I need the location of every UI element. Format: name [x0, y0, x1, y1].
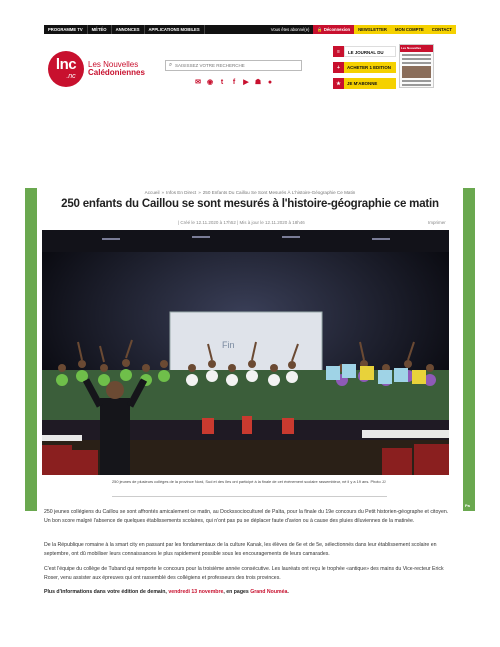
- right-banner-text: Pa: [465, 503, 470, 508]
- nav-applications[interactable]: APPLICATIONS MOBILES: [145, 25, 205, 34]
- facebook-icon[interactable]: f: [232, 79, 236, 86]
- cover-text: [400, 80, 433, 86]
- search-icon[interactable]: ⌕: [168, 62, 173, 68]
- newspaper-icon: ≡: [333, 46, 344, 57]
- social-links: [194, 79, 274, 87]
- top-navigation-bar: [44, 25, 456, 34]
- article-meta: | Créé le 12.11.2020 à 17h52 | Mis à jour le 12.11.2020 à 18h46: [178, 220, 305, 225]
- newsletter-link[interactable]: NEWSLETTER: [354, 25, 391, 34]
- breadcrumb: [0, 190, 500, 195]
- left-side-banner[interactable]: [25, 188, 37, 511]
- crowd-photo-illustration: [42, 230, 449, 475]
- p4-mid: , en pages: [223, 589, 251, 595]
- contact-link[interactable]: CONTACT: [428, 25, 456, 34]
- subscribe-button[interactable]: [333, 78, 396, 89]
- article-paragraph-2: De la République romaine à la smart city en passant par les fondamentaux de la culture Kanak, les élèves de 6e et de 5e, sélectionnés dans leur établissement scolaire en septembre, ont dû mobiliser leurs connaissances le plus rapidement possible sous les encouragements de leurs camarades.: [44, 542, 437, 557]
- site-logo[interactable]: [48, 51, 84, 87]
- logo-line1: Les Nouvelles: [88, 60, 139, 69]
- grand-noumea-link[interactable]: Grand Nouméa: [250, 589, 288, 595]
- article-title: 250 enfants du Caillou se sont mesurés à l'histoire-géographie ce matin: [61, 198, 439, 210]
- breadcrumb-separator: »: [161, 190, 165, 195]
- newspaper-cover-thumbnail[interactable]: [399, 44, 434, 88]
- logo-mark: lnc: [55, 56, 77, 73]
- breadcrumb-section[interactable]: Infos En Direct: [166, 190, 197, 195]
- article-photo: [42, 230, 449, 475]
- lock-icon: 🔒: [317, 27, 323, 32]
- right-side-banner[interactable]: [463, 188, 475, 511]
- article-paragraph-3: C'est l'équipe du collège de Tuband qui remporte le concours pour la troisième année consécutive. Les lauréats ont reçu le trophée «antique» des mains du Vice-recteur Erick Roser, venu assister aux épreuves qui ont rassemblé des collégiens et professeurs des trois provinces.: [44, 566, 444, 581]
- logout-label: Déconnexion: [323, 27, 351, 32]
- buy-edition-button[interactable]: [333, 62, 396, 73]
- nav-programme-tv[interactable]: PROGRAMME TV: [44, 25, 88, 34]
- mail-icon[interactable]: ✉: [195, 79, 201, 86]
- subscribed-status: Vous êtes abonné(e): [270, 27, 310, 32]
- buy-label: ACHETER 1 EDITION: [344, 62, 396, 73]
- subscribe-label: JE M'ABONNE: [344, 78, 396, 89]
- top-nav-right: [267, 25, 456, 34]
- logo-wordmark[interactable]: [88, 61, 145, 77]
- youtube-icon[interactable]: ▶: [243, 79, 249, 86]
- photo-caption: 250 jeunes de plusieurs collèges de la province Nord, Sud et des îles ont participé à la finale de cet évènement scolaire rassembleur, né il y a 19 ans. Photo JJ: [112, 479, 386, 484]
- logo-line2: Calédoniennes: [88, 68, 145, 77]
- p4-date: vendredi 13 novembre: [168, 589, 224, 595]
- p4-end: .: [287, 589, 289, 595]
- cart-icon: +: [333, 62, 344, 73]
- print-link[interactable]: Imprimer: [428, 220, 446, 225]
- p4-start: Plus d'informations dans votre édition de demain,: [44, 589, 169, 595]
- photo-caption-box: [112, 476, 387, 497]
- star-icon: ★: [333, 78, 344, 89]
- apple-icon[interactable]: ●: [267, 79, 273, 86]
- search-input[interactable]: [175, 63, 295, 68]
- breadcrumb-separator: »: [198, 190, 201, 195]
- logo-suffix: .nc: [66, 73, 76, 80]
- journal-label: LE JOURNAL DU: [344, 46, 396, 57]
- edition-actions: [333, 46, 396, 94]
- nav-annonces[interactable]: ANNONCES: [112, 25, 145, 34]
- account-link[interactable]: MON COMPTE: [391, 25, 428, 34]
- journal-du-jour-button[interactable]: [333, 46, 396, 57]
- rss-icon[interactable]: ◉: [206, 79, 214, 86]
- article-paragraph-4: [44, 588, 456, 597]
- top-nav-left: [44, 25, 205, 34]
- breadcrumb-home[interactable]: Accueil: [144, 190, 160, 195]
- cover-masthead: Les Nouvelles: [400, 45, 433, 52]
- android-icon[interactable]: ☗: [254, 79, 262, 86]
- nav-meteo[interactable]: MÉTÉO: [88, 25, 112, 34]
- cover-headlines: [400, 54, 433, 64]
- search-box: [165, 60, 302, 71]
- twitter-icon[interactable]: t: [220, 79, 224, 86]
- breadcrumb-current: 250 Enfants Du Caillou Se Sont Mesurés À L'histoire-Géographie Ce Matin: [202, 190, 356, 195]
- cover-photo: [402, 66, 431, 78]
- svg-text:Fin: Fin: [222, 340, 235, 350]
- article-paragraph-1: 250 jeunes collégiens du Caillou se sont affrontés amicalement ce matin, au Dockssocioculturel de Païta, pour la finale du 19e concours du Petit historien-géographe et citoyen. Un bon score malgré l'absence de quelques établissements scolaires, qui n'ont pas pu se déplacer faute d'avion ou à cause des pluies diluviennes de la matinée.: [44, 509, 449, 524]
- logout-button[interactable]: [313, 25, 354, 34]
